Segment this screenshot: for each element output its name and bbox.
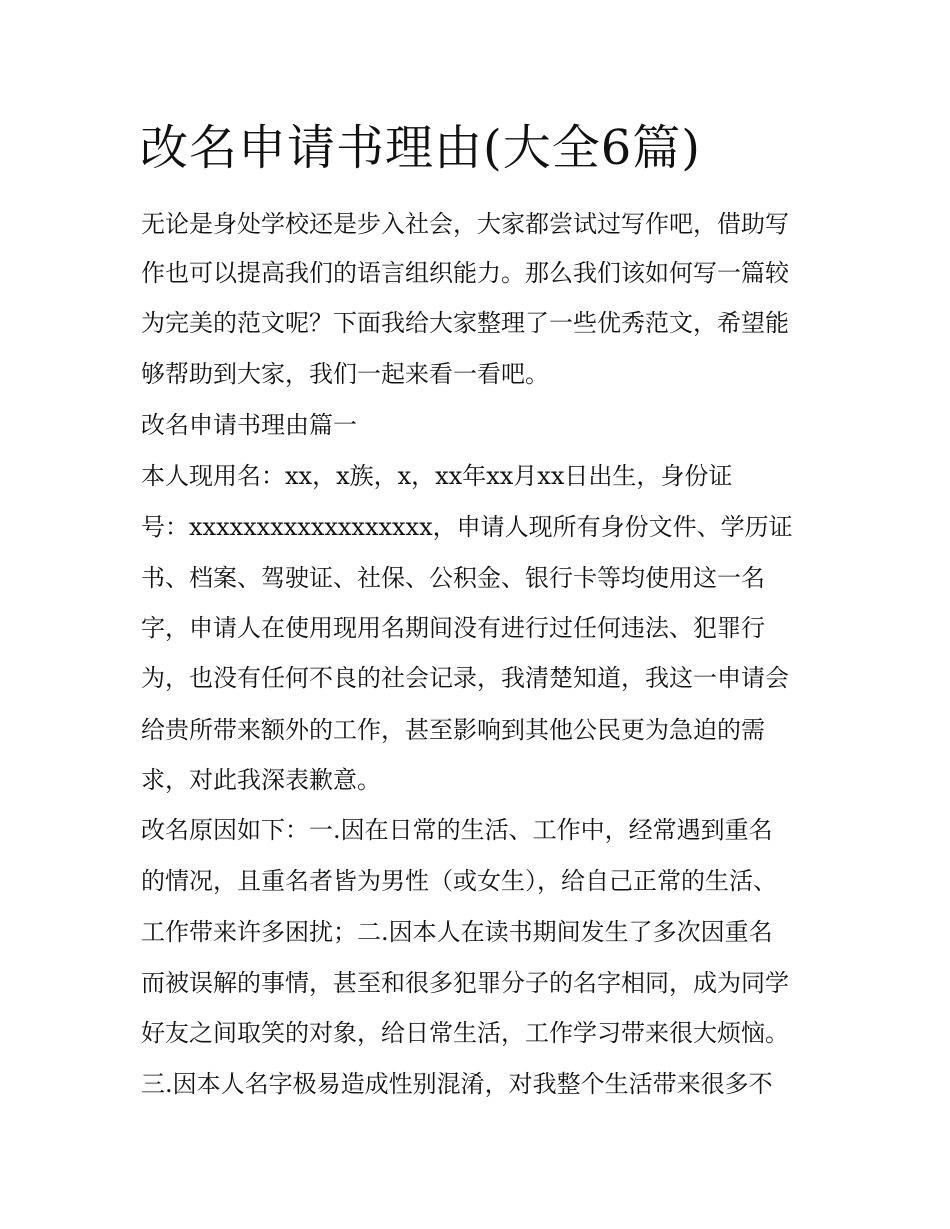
- text-line-3: 为完美的范文呢？下面我给大家整理了一些优秀范文，希望能: [141, 309, 789, 337]
- text-line-13: 改名原因如下：一.因在日常的生活、工作中，经常遇到重名: [141, 816, 773, 844]
- text-line-7: 号：xxxxxxxxxxxxxxxxxx，申请人现所有身份文件、学历证: [141, 513, 793, 541]
- text-line-8: 书、档案、驾驶证、社保、公积金、银行卡等均使用这一名: [141, 564, 765, 592]
- section-heading: 改名申请书理由篇一: [141, 411, 357, 439]
- text-line-17: 好友之间取笑的对象，给日常生活，工作学习带来很大烦恼。: [141, 1019, 789, 1047]
- text-line-1: 无论是身处学校还是步入社会，大家都尝试过写作吧，借助写: [141, 210, 789, 238]
- text-line-16: 而被误解的事情，甚至和很多犯罪分子的名字相同，成为同学: [141, 969, 789, 997]
- text-line-6: 本人现用名：xx，x族，x，xx年xx月xx日出生，身份证: [141, 462, 733, 490]
- text-line-9: 字，申请人在使用现用名期间没有进行过任何违法、犯罪行: [141, 614, 765, 642]
- text-line-11: 给贵所带来额外的工作，甚至影响到其他公民更为急迫的需: [141, 716, 765, 744]
- document-title: 改名申请书理由(大全6篇): [140, 120, 701, 176]
- text-line-18: 三.因本人名字极易造成性别混淆，对我整个生活带来很多不: [141, 1070, 773, 1098]
- text-line-15: 工作带来许多困扰；二.因本人在读书期间发生了多次因重名: [141, 918, 773, 946]
- text-line-14: 的情况，且重名者皆为男性（或女生），给自己正常的生活、: [141, 867, 777, 895]
- text-line-4: 够帮助到大家，我们一起来看一看吧。: [141, 360, 549, 388]
- text-line-10: 为，也没有任何不良的社会记录，我清楚知道，我这一申请会: [141, 664, 789, 692]
- text-line-12: 求，对此我深表歉意。: [141, 766, 381, 794]
- text-line-2: 作也可以提高我们的语言组织能力。那么我们该如何写一篇较: [141, 259, 789, 287]
